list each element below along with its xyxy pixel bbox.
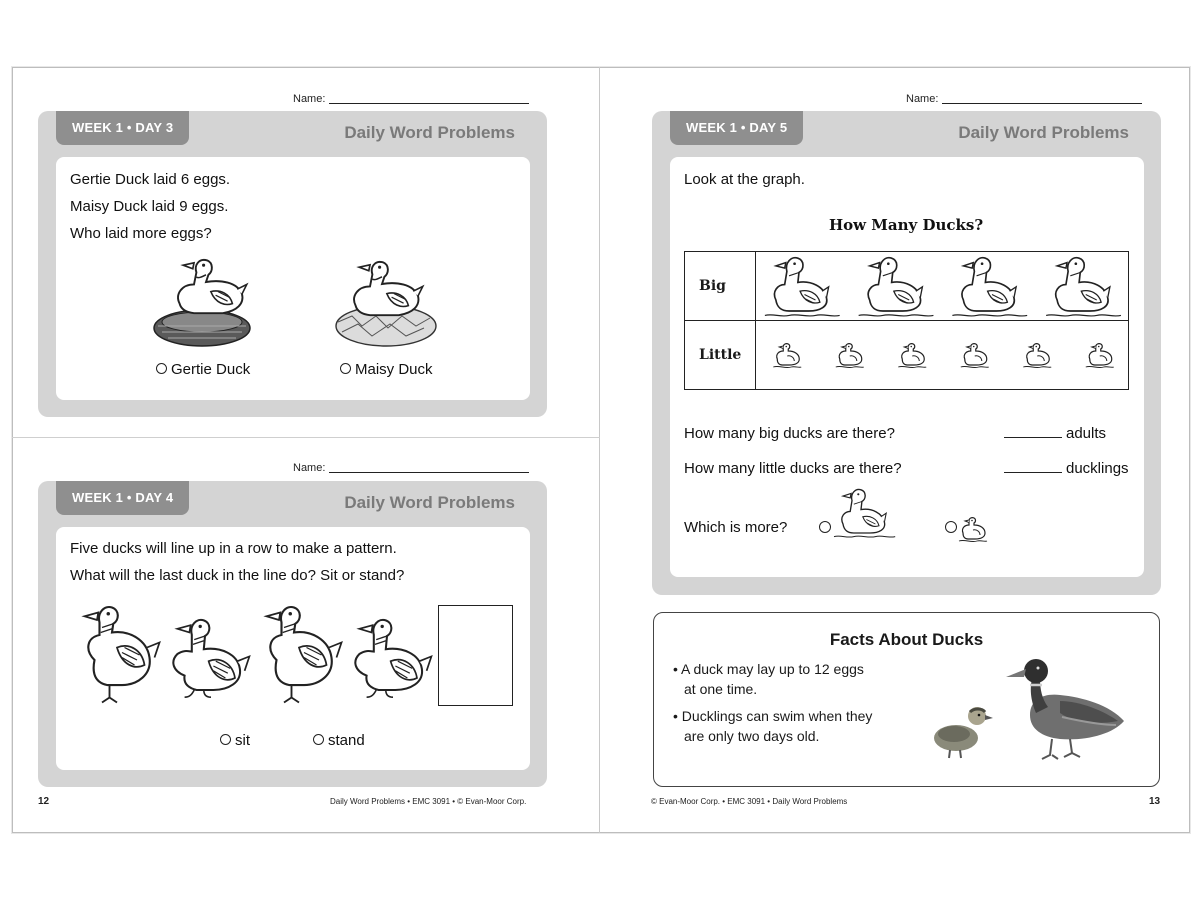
radio-circle[interactable]	[220, 734, 231, 745]
day3-tab: WEEK 1 • DAY 3	[56, 111, 189, 145]
answer-box[interactable]	[438, 605, 513, 706]
name-label: Name:	[906, 93, 939, 105]
graph-row-little	[756, 321, 1129, 390]
footer-right: © Evan-Moor Corp. • EMC 3091 • Daily Word Problems	[651, 797, 848, 806]
graph-row-label-big: Big	[685, 252, 756, 321]
answer-blank[interactable]	[1004, 437, 1062, 438]
day3-line-1: Gertie Duck laid 6 eggs.	[70, 171, 231, 188]
graph-row-label-little: Little	[685, 321, 756, 390]
fact-1-line-2: at one time.	[684, 681, 758, 697]
answer-little-ducks[interactable]	[1004, 460, 1129, 477]
day3-panel	[56, 157, 530, 400]
facts-title: Facts About Ducks	[829, 630, 984, 649]
day3-question: Who laid more eggs?	[70, 225, 212, 242]
graph-row-big	[756, 252, 1129, 321]
name-blank[interactable]	[329, 472, 529, 473]
footer-left: Daily Word Problems • EMC 3091 • © Evan-Moor Corp.	[330, 797, 527, 806]
fact-2	[673, 706, 872, 746]
book-gutter	[599, 67, 600, 833]
day5-intro: Look at the graph.	[684, 171, 805, 188]
unit-label: ducklings	[1066, 460, 1129, 477]
page-number-right: 13	[1149, 796, 1161, 807]
option-label: sit	[235, 732, 250, 749]
sitting-duck-1-image	[163, 618, 243, 708]
option-stand[interactable]	[313, 732, 365, 749]
big-ducks-row	[756, 252, 1131, 321]
question-little-ducks: How many little ducks are there?	[684, 460, 902, 477]
day4-title: Daily Word Problems	[344, 493, 515, 512]
option-label: Gertie Duck	[171, 361, 251, 378]
radio-circle[interactable]	[156, 363, 167, 374]
fact-2-line-1: • Ducklings can swim when they	[673, 708, 873, 724]
day4-tab: WEEK 1 • DAY 4	[56, 481, 189, 515]
unit-label: adults	[1066, 425, 1107, 442]
little-duck-mark-5	[1023, 344, 1051, 368]
little-duck-mark-6	[1086, 344, 1114, 368]
name-line-day4[interactable]	[293, 462, 529, 474]
fact-2-line-2: are only two days old.	[684, 728, 820, 744]
page-number-left: 12	[38, 796, 50, 807]
standing-duck-2-image	[254, 605, 334, 705]
little-duck-mark-4	[961, 344, 989, 368]
option-sit[interactable]	[220, 732, 250, 749]
name-blank[interactable]	[942, 103, 1142, 104]
little-ducks-row	[756, 321, 1131, 390]
name-line-day5[interactable]	[906, 93, 1142, 105]
day3-line-2: Maisy Duck laid 9 eggs.	[70, 198, 229, 215]
option-label: stand	[328, 732, 365, 749]
little-duck-mark-1	[773, 344, 801, 368]
big-duck-mark-4	[1046, 258, 1121, 316]
cut-line	[12, 437, 600, 438]
day4-line-1: Five ducks will line up in a row to make a pattern.	[70, 540, 397, 557]
standing-duck-1-image	[72, 605, 152, 705]
option-little-duck-radio[interactable]	[945, 521, 957, 533]
gertie-duck-nest-image	[150, 256, 260, 356]
option-label: Maisy Duck	[355, 361, 433, 378]
fact-1-line-1: • A duck may lay up to 12 eggs	[673, 661, 864, 677]
option-gertie-duck[interactable]	[156, 361, 250, 378]
big-duck-mark-3	[952, 258, 1027, 316]
day3-card	[38, 111, 547, 417]
maisy-duck-nest-image	[332, 258, 442, 358]
big-duck-icon	[834, 488, 894, 546]
radio-circle[interactable]	[313, 734, 324, 745]
big-duck-mark-1	[765, 258, 840, 316]
little-duck-mark-3	[898, 344, 926, 368]
graph-title: How Many Ducks?	[829, 216, 984, 234]
name-label: Name:	[293, 462, 326, 474]
day5-title: Daily Word Problems	[958, 123, 1129, 142]
sitting-duck-2-image	[345, 618, 425, 708]
big-duck-mark-2	[859, 258, 934, 316]
duck-pictograph	[684, 251, 1129, 390]
answer-big-ducks[interactable]	[1004, 425, 1106, 442]
name-line-day3[interactable]	[293, 93, 529, 105]
question-big-ducks: How many big ducks are there?	[684, 425, 895, 442]
duckling-photo	[930, 700, 994, 762]
option-maisy-duck[interactable]	[340, 361, 433, 378]
question-which-more: Which is more?	[684, 519, 788, 536]
little-duck-icon	[959, 517, 989, 543]
option-big-duck-radio[interactable]	[819, 521, 831, 533]
name-blank[interactable]	[329, 103, 529, 104]
day5-tab: WEEK 1 • DAY 5	[670, 111, 803, 145]
day4-question: What will the last duck in the line do? Sit or stand?	[70, 567, 405, 584]
day3-title: Daily Word Problems	[344, 123, 515, 142]
fact-1	[673, 659, 864, 699]
radio-circle[interactable]	[340, 363, 351, 374]
adult-duck-photo	[1000, 655, 1132, 765]
answer-blank[interactable]	[1004, 472, 1062, 473]
name-label: Name:	[293, 93, 326, 105]
little-duck-mark-2	[836, 344, 864, 368]
